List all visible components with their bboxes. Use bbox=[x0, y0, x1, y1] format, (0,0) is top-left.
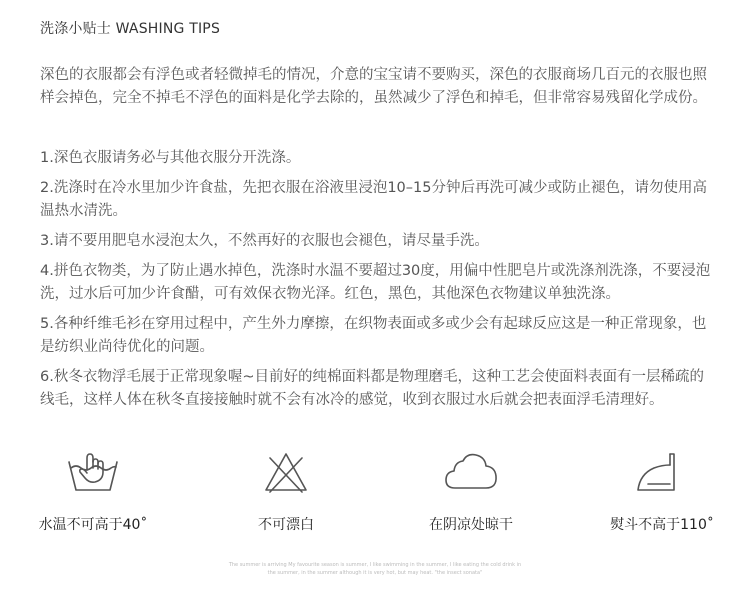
care-label-no-bleach: 不可漂白 bbox=[258, 517, 314, 533]
care-symbol-iron bbox=[597, 448, 727, 533]
tip-item-4: 4.拼色衣物类，为了防止遇水掉色，洗涤时水温不要超过30度，用偏中性肥皂片或洗涤剂洗涤，不要浸泡洗，过水后可加少许食醋，可有效保衣物光泽。红色，黑色，其他深色衣物建议单独洗涤。 bbox=[40, 263, 711, 302]
hand-wash-icon bbox=[63, 448, 123, 496]
care-symbol-no-bleach bbox=[221, 448, 351, 533]
iron-icon bbox=[632, 448, 692, 496]
tip-item-2: 2.洗涤时在冷水里加少许食盐，先把衣服在浴液里浸泡10–15分钟后再洗可减少或防止褪色，请勿使用高温热水清洗。 bbox=[40, 180, 707, 219]
tip-item-5: 5.各种纤维毛衫在穿用过程中，产生外力摩擦，在织物表面或多或少会有起球反应这是一种正常现象，也是纺织业尚待优化的问题。 bbox=[40, 316, 707, 355]
dry-in-shade-icon bbox=[441, 448, 501, 496]
care-label-hand-wash: 水温不可高于40˚ bbox=[38, 517, 148, 533]
footer-line-1: The summer is arriving My favourite season is summer, I like swimming in the summer, I like eating the cold drink in bbox=[228, 562, 522, 568]
page-title: 洗涤小贴士 WASHING TIPS bbox=[40, 21, 221, 37]
tip-item-3: 3.请不要用肥皂水浸泡太久，不然再好的衣服也会褪色，请尽量手洗。 bbox=[40, 233, 489, 249]
care-symbol-hand-wash bbox=[28, 448, 158, 533]
footer-line-2: the summer, in the summer although it is very hot, but may heat. "the insect sonata" bbox=[267, 570, 483, 576]
tips-list bbox=[40, 147, 714, 419]
footer-watermark bbox=[0, 561, 750, 577]
care-symbol-dry-in-shade bbox=[406, 448, 536, 533]
care-label-iron: 熨斗不高于110˚ bbox=[610, 517, 714, 533]
tip-item-6: 6.秋冬衣物浮毛展于正常现象喔~目前好的纯棉面料都是物理磨毛，这种工艺会使面料表面有一层稀疏的线毛，这样人体在秋冬直接接触时就不会有冰冷的感觉，收到衣服过水后就会把表面浮毛清理好。 bbox=[40, 369, 704, 408]
care-label-dry-in-shade: 在阴凉处晾干 bbox=[429, 517, 513, 533]
intro-paragraph: 深色的衣服都会有浮色或者轻微掉毛的情况，介意的宝宝请不要购买，深色的衣服商场几百元的衣服也照样会掉色，完全不掉毛不浮色的面料是化学去除的，虽然减少了浮色和掉毛，但非常容易残留化学成份。 bbox=[40, 67, 707, 106]
no-bleach-icon bbox=[256, 448, 316, 496]
tip-item-1: 1.深色衣服请务必与其他衣服分开洗涤。 bbox=[40, 150, 301, 166]
